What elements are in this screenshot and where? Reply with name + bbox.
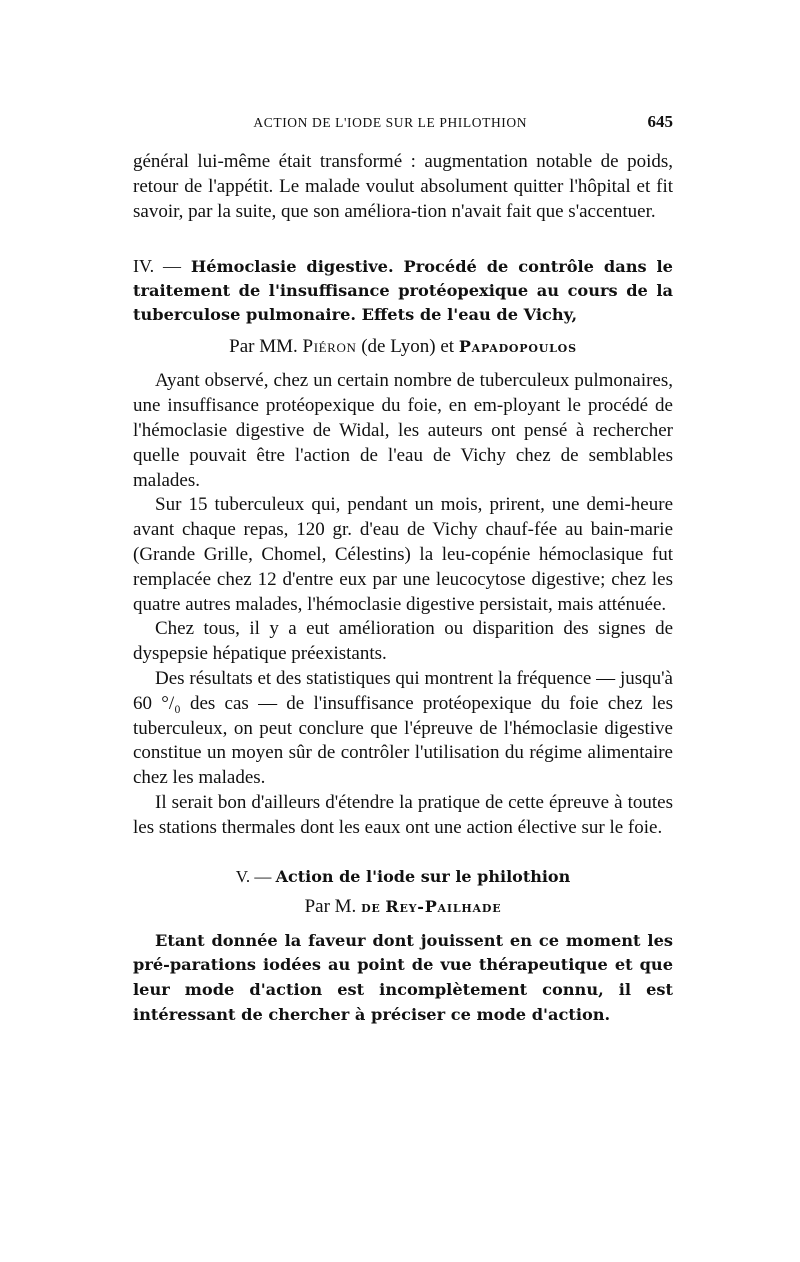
paragraph-intro: général lui-même était transformé : augmentation notable de poids, retour de l'appétit. Le malade voulut absolument quitter l'hôpital et fit savoir, par la suite, que son améliora-tion n'avait fait que s'accentuer. [133,151,673,222]
paragraph: Il serait bon d'ailleurs d'étendre la pratique de cette épreuve à toutes les stations thermales dont les eaux ont une action élective sur le foie. [133,791,673,838]
paragraph: Chez tous, il y a eut amélioration ou disparition des signes de dyspepsie hépatique préexistants. [133,618,673,665]
section-v-title: Action de l'iode sur le philothion [275,866,571,886]
section-v-heading [133,865,673,889]
section-v-byline [133,895,673,919]
section-iv-heading [133,254,673,327]
paragraph: Ayant observé, chez un certain nombre de tuberculeux pulmonaires, une insuffisance protéopexique du foie, en em-ployant le procédé de l'hémoclasie digestive de Widal, les auteurs ont pensé à rechercher quelle pouvait être l'action de l'eau de Vichy chez de semblables malades. [133,370,673,491]
running-title: ACTION DE L'IODE SUR LE PHILOTHION [253,115,528,130]
section-v-number: V. — [235,866,272,886]
author-papadopoulos: Papadopoulos [458,337,577,357]
author-rey-pailhade: Rey-Pailhade [385,896,502,916]
byline-prefix: Par M. [304,895,357,917]
author-particle: de [361,896,381,916]
book-page [133,112,673,1028]
section-iv-byline [133,335,673,359]
byline-prefix: Par MM. [229,336,298,358]
author-place: (de Lyon) [361,336,436,358]
page-number: 645 [647,112,673,131]
paragraph-section-v: Etant donnée la faveur dont jouissent en ce moment les pré-parations iodées au point de vue thérapeutique et que leur mode d'action est incomplètement connu, il est intéressant de chercher à préciser ce mode d'action. [133,930,673,1024]
author-pieron: Piéron [302,336,357,358]
page-header [133,112,673,136]
byline-join: et [440,336,455,358]
section-iv-number: IV. — [133,256,181,277]
paragraph: Des résultats et des statistiques qui montrent la fréquence — jusqu'à 60 °/₀ des cas — de l'insuffisance protéopexique du foie chez les tuberculeux, on peut conclure que l'épreuve de l'hémoclasie digestive constitue un moyen sûr de contrôler l'utilisation du régime alimentaire chez les malades. [133,667,673,789]
paragraph: Sur 15 tuberculeux qui, pendant un mois, prirent, une demi-heure avant chaque repas, 120 gr. d'eau de Vichy chauf-fée au bain-marie (Grande Grille, Chomel, Célestins) la leu-copénie hémoclasique fut remplacée chez 12 d'entre eux par une leucocytose digestive; chez les quatre autres malades, l'hémoclasie digestive persistait, mais atténuée. [133,494,673,615]
section-iv-title: Hémoclasie digestive. Procédé de contrôle dans le traitement de l'insuffisance protéopexique au cours de la tuberculose pulmonaire. Effets de l'eau de Vichy, [133,257,673,325]
